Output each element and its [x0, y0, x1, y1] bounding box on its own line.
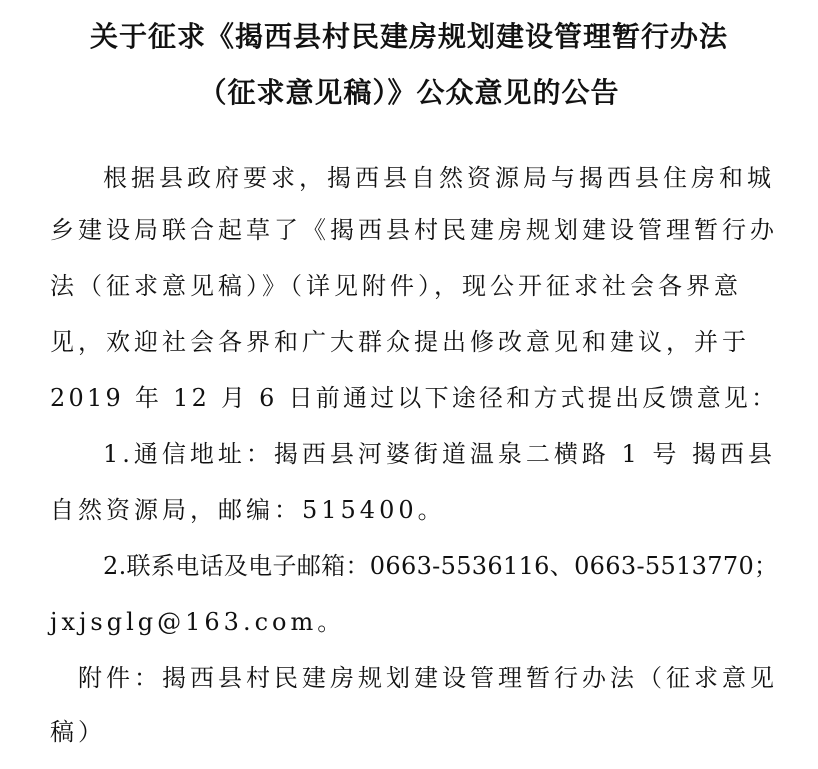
paragraph-line: 见，欢迎社会各界和广大群众提出修改意见和建议，并于	[50, 328, 750, 356]
address-line: 1.通信地址：揭西县河婆街道温泉二横路 1 号 揭西县	[103, 440, 777, 468]
contact-line: 2.联系电话及电子邮箱：0663-5536116、0663-5513770；	[103, 552, 779, 580]
document-title-line-1: 关于征求《揭西县村民建房规划建设管理暂行办法	[89, 20, 728, 53]
paragraph-line: 法（征求意见稿）》（详见附件），现公开征求社会各界意	[50, 272, 742, 300]
address-line: 自然资源局，邮编：515400。	[50, 496, 446, 524]
paragraph-line: 2019 年 12 月 6 日前通过以下途径和方式提出反馈意见：	[50, 384, 779, 412]
attachment-line: 稿）	[50, 718, 106, 746]
email-line: jxjsglg@163.com。	[50, 608, 346, 636]
document-title-line-2: （征求意见稿）》公众意见的公告	[198, 76, 620, 109]
attachment-line: 附件：揭西县村民建房规划建设管理暂行办法（征求意见	[78, 664, 778, 692]
paragraph-line: 根据县政府要求，揭西县自然资源局与揭西县住房和城	[103, 164, 775, 192]
paragraph-line: 乡建设局联合起草了《揭西县村民建房规划建设管理暂行办	[50, 216, 778, 244]
